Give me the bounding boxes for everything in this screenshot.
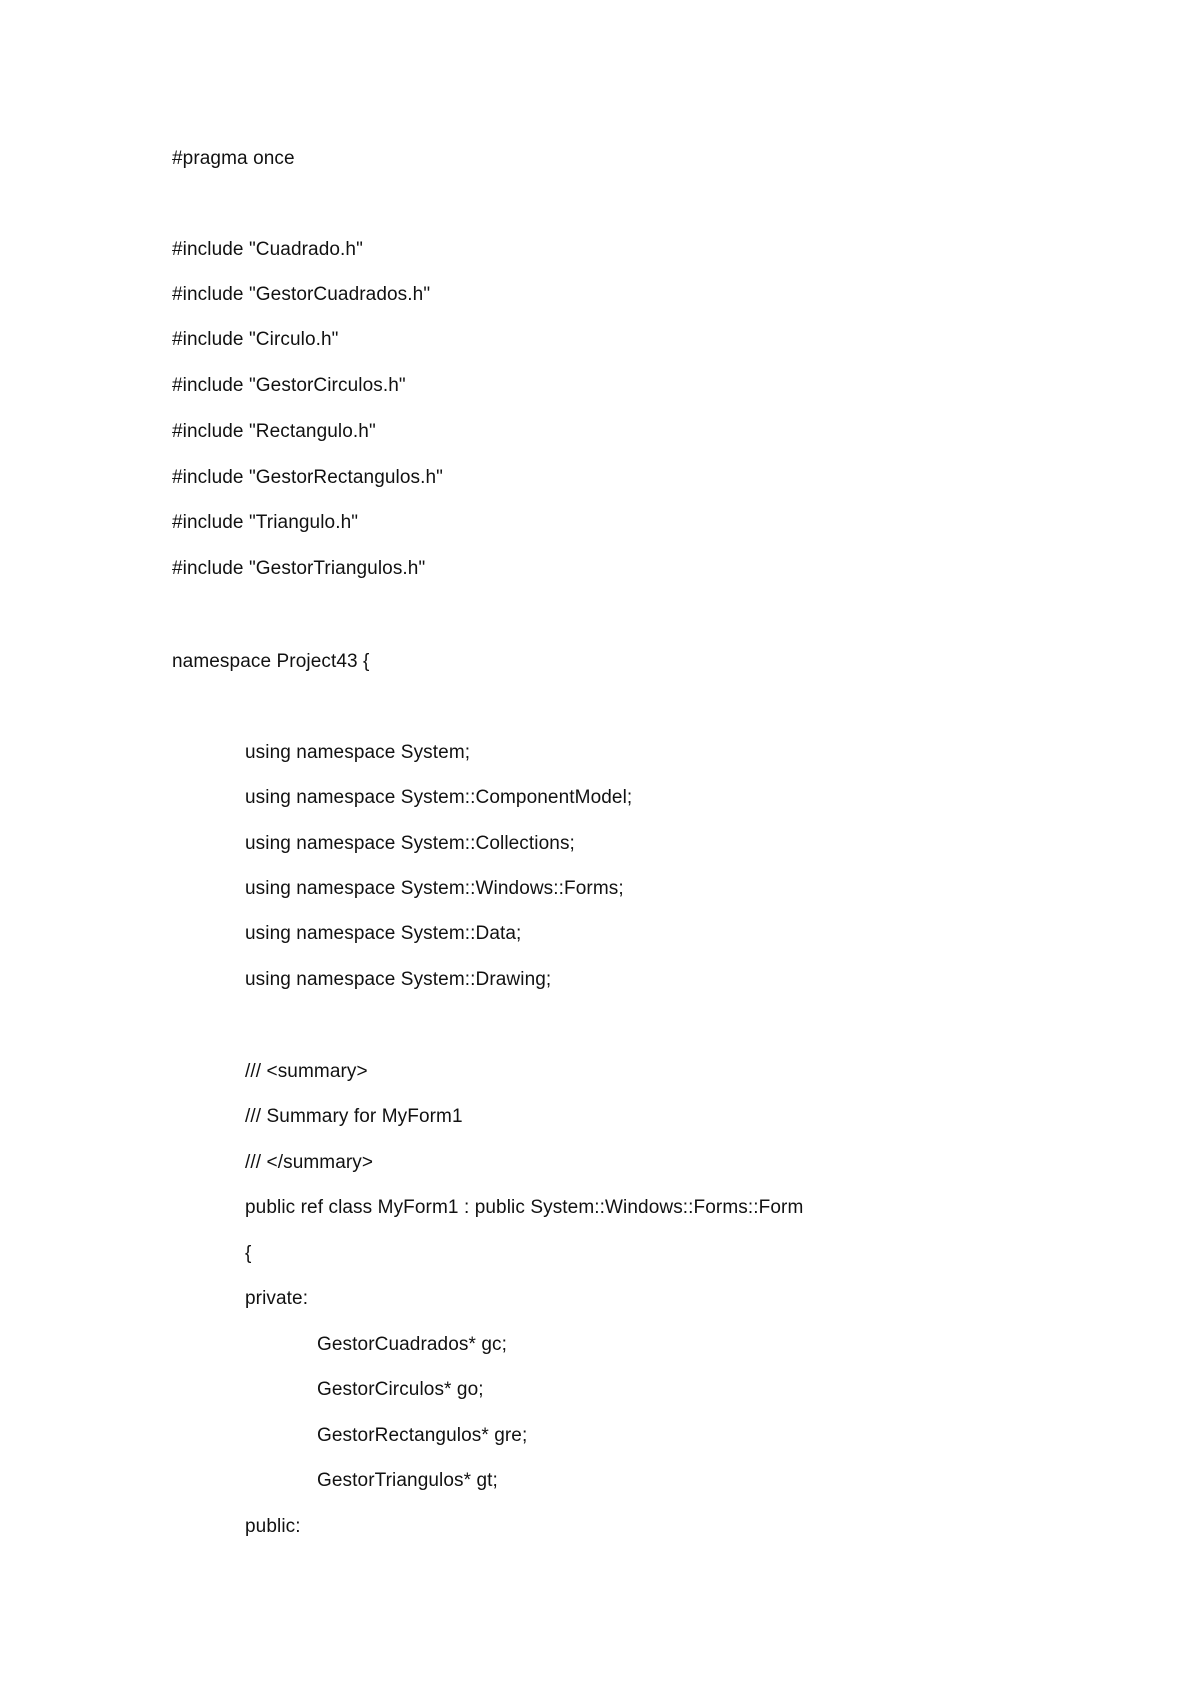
code-line-private: private:: [245, 1288, 309, 1309]
code-line-using-componentmodel: using namespace System::ComponentModel;: [245, 787, 633, 808]
code-line-using-forms: using namespace System::Windows::Forms;: [245, 878, 624, 899]
code-line-include-gestor-circulos: #include "GestorCirculos.h": [172, 375, 406, 396]
code-line-public: public:: [245, 1516, 301, 1537]
code-line-member-gt: GestorTriangulos* gt;: [317, 1470, 498, 1491]
code-line-member-go: GestorCirculos* go;: [317, 1379, 484, 1400]
code-line-member-gre: GestorRectangulos* gre;: [317, 1425, 528, 1446]
code-line-include-gestor-triangulos: #include "GestorTriangulos.h": [172, 558, 426, 579]
code-line-using-data: using namespace System::Data;: [245, 923, 522, 944]
code-line-using-drawing: using namespace System::Drawing;: [245, 969, 552, 990]
code-line-class-declaration: public ref class MyForm1 : public System::Windows::Forms::Form: [245, 1197, 804, 1218]
code-line-class-open-brace: {: [245, 1243, 252, 1264]
code-line-summary-close: /// </summary>: [245, 1152, 374, 1173]
code-line-include-gestor-rectangulos: #include "GestorRectangulos.h": [172, 467, 444, 488]
code-line-include-circulo: #include "Circulo.h": [172, 329, 339, 350]
code-line-include-cuadrado: #include "Cuadrado.h": [172, 239, 363, 260]
code-line-using-collections: using namespace System::Collections;: [245, 833, 575, 854]
code-line-summary-open: /// <summary>: [245, 1061, 368, 1082]
code-line-include-rectangulo: #include "Rectangulo.h": [172, 421, 376, 442]
code-line-include-gestor-cuadrados: #include "GestorCuadrados.h": [172, 284, 431, 305]
code-line-include-triangulo: #include "Triangulo.h": [172, 512, 359, 533]
code-line-using-system: using namespace System;: [245, 742, 471, 763]
code-line-member-gc: GestorCuadrados* gc;: [317, 1334, 507, 1355]
code-line-namespace: namespace Project43 {: [172, 651, 370, 672]
code-line-summary-text: /// Summary for MyForm1: [245, 1106, 463, 1127]
code-line-pragma: #pragma once: [172, 148, 295, 169]
